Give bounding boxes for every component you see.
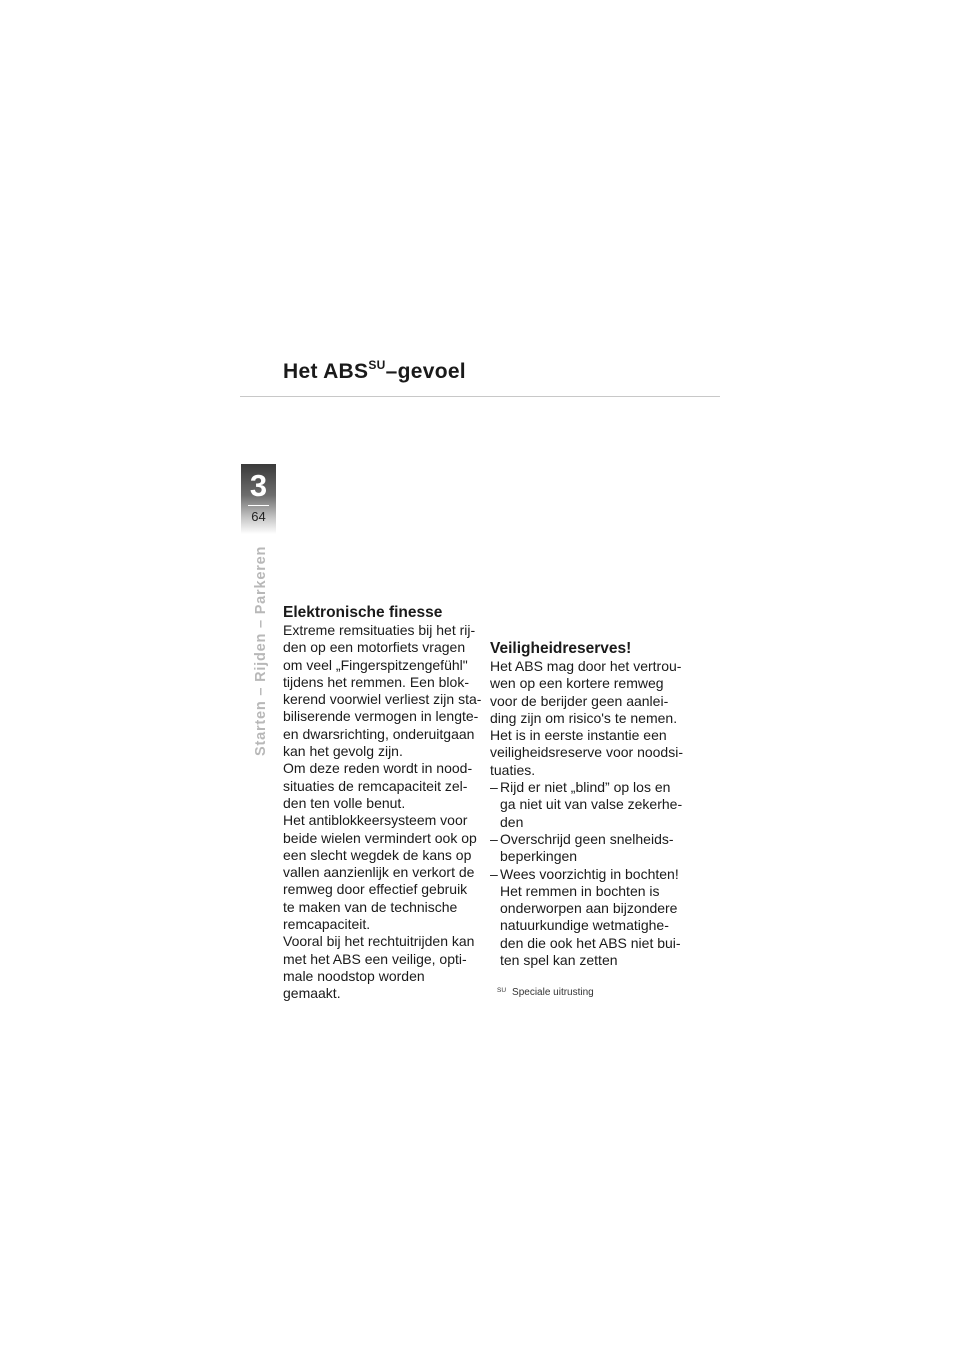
- bullet-item: [490, 779, 695, 831]
- chapter-divider: [248, 505, 269, 506]
- footnote: [497, 987, 594, 998]
- body-line: Het ABS mag door het vertrou-: [490, 658, 682, 674]
- body-line: wen op een kortere remweg: [490, 675, 664, 692]
- body-line: vallen aanzienlijk en verkort de: [283, 864, 475, 881]
- bullet-dash: –: [490, 865, 498, 882]
- bullet-item: [490, 866, 695, 970]
- body-line: remcapaciteit.: [283, 916, 371, 933]
- body-line: ding zijn om risico's te nemen.: [490, 709, 678, 726]
- bullet-line: Het remmen in bochten is: [500, 882, 660, 899]
- body-line: tijdens het remmen. Een blok-: [283, 673, 469, 690]
- left-heading: Elektronische finesse: [283, 604, 443, 621]
- body-line: voor de berijder geen aanlei-: [490, 692, 669, 709]
- right-column: [490, 640, 695, 969]
- left-body: [283, 622, 483, 1003]
- title-main: Het ABS: [283, 360, 369, 383]
- title-superscript: SU: [368, 358, 386, 372]
- body-line: remweg door effectief gebruik: [283, 881, 468, 898]
- body-line: een slecht wegdek de kans op: [283, 846, 472, 863]
- chapter-number: 3: [249, 468, 268, 503]
- body-line: kan het gevolg zijn.: [283, 743, 403, 760]
- chapter-tab: [241, 464, 276, 534]
- right-body: [490, 658, 695, 779]
- title-divider: [240, 396, 720, 397]
- right-heading: Veiligheidreserves!: [490, 640, 632, 657]
- bullet-line: onderworpen aan bijzondere: [500, 900, 678, 917]
- bullet-line: natuurkundige wetmatighe-: [500, 917, 669, 934]
- bullet-item: [490, 831, 695, 866]
- page-number: 64: [251, 509, 266, 524]
- bullet-line: Overschrijd geen snelheids-: [500, 830, 674, 847]
- bullet-line: Rijd er niet „blind” op los en: [500, 779, 671, 796]
- bullet-line: beperkingen: [500, 848, 578, 865]
- body-line: den ten volle benut.: [283, 794, 406, 811]
- footnote-mark: SU: [497, 987, 507, 994]
- bullet-list: [490, 779, 695, 969]
- body-line: veiligheidsreserve voor noodsi-: [490, 744, 683, 761]
- bullet-line: den: [500, 813, 524, 830]
- left-column: [283, 604, 483, 1003]
- body-line: te maken van de technische: [283, 898, 458, 915]
- body-line: gemaakt.: [283, 985, 341, 1002]
- bullet-line: ga niet uit van valse zekerhe-: [500, 796, 683, 813]
- body-line: den op een motorfiets vragen: [283, 639, 466, 656]
- body-line: tuaties.: [490, 761, 536, 778]
- body-line: Extreme remsituaties bij het rij-: [283, 622, 476, 638]
- bullet-dash: –: [490, 779, 498, 796]
- footnote-text: Speciale uitrusting: [512, 987, 594, 998]
- page-title: [283, 360, 466, 384]
- body-line: Het is in eerste instantie een: [490, 727, 667, 744]
- body-line: Vooral bij het rechtuitrijden kan: [283, 933, 475, 950]
- bullet-line: den die ook het ABS niet bui-: [500, 934, 681, 951]
- body-line: situaties de remcapaciteit zel-: [283, 777, 468, 794]
- body-line: en dwarsrichting, onderuitgaan: [283, 725, 475, 742]
- body-line: met het ABS een veilige, opti-: [283, 950, 467, 967]
- body-line: beide wielen vermindert ook op: [283, 829, 477, 846]
- chapter-side-label: Starten – Rijden – Parkeren: [253, 545, 269, 756]
- body-line: Het antiblokkeersysteem voor: [283, 812, 468, 829]
- bullet-dash: –: [490, 830, 498, 847]
- title-tail: –gevoel: [385, 360, 466, 383]
- body-line: biliserende vermogen in lengte-: [283, 708, 479, 725]
- bullet-line: ten spel kan zetten: [500, 952, 618, 969]
- body-line: kerend voorwiel verliest zijn sta-: [283, 691, 482, 708]
- body-line: Om deze reden wordt in nood-: [283, 760, 473, 777]
- body-line: om veel „Fingerspitzengefühl": [283, 656, 468, 673]
- body-line: male noodstop worden: [283, 967, 425, 984]
- bullet-line: Wees voorzichtig in bochten!: [500, 865, 679, 882]
